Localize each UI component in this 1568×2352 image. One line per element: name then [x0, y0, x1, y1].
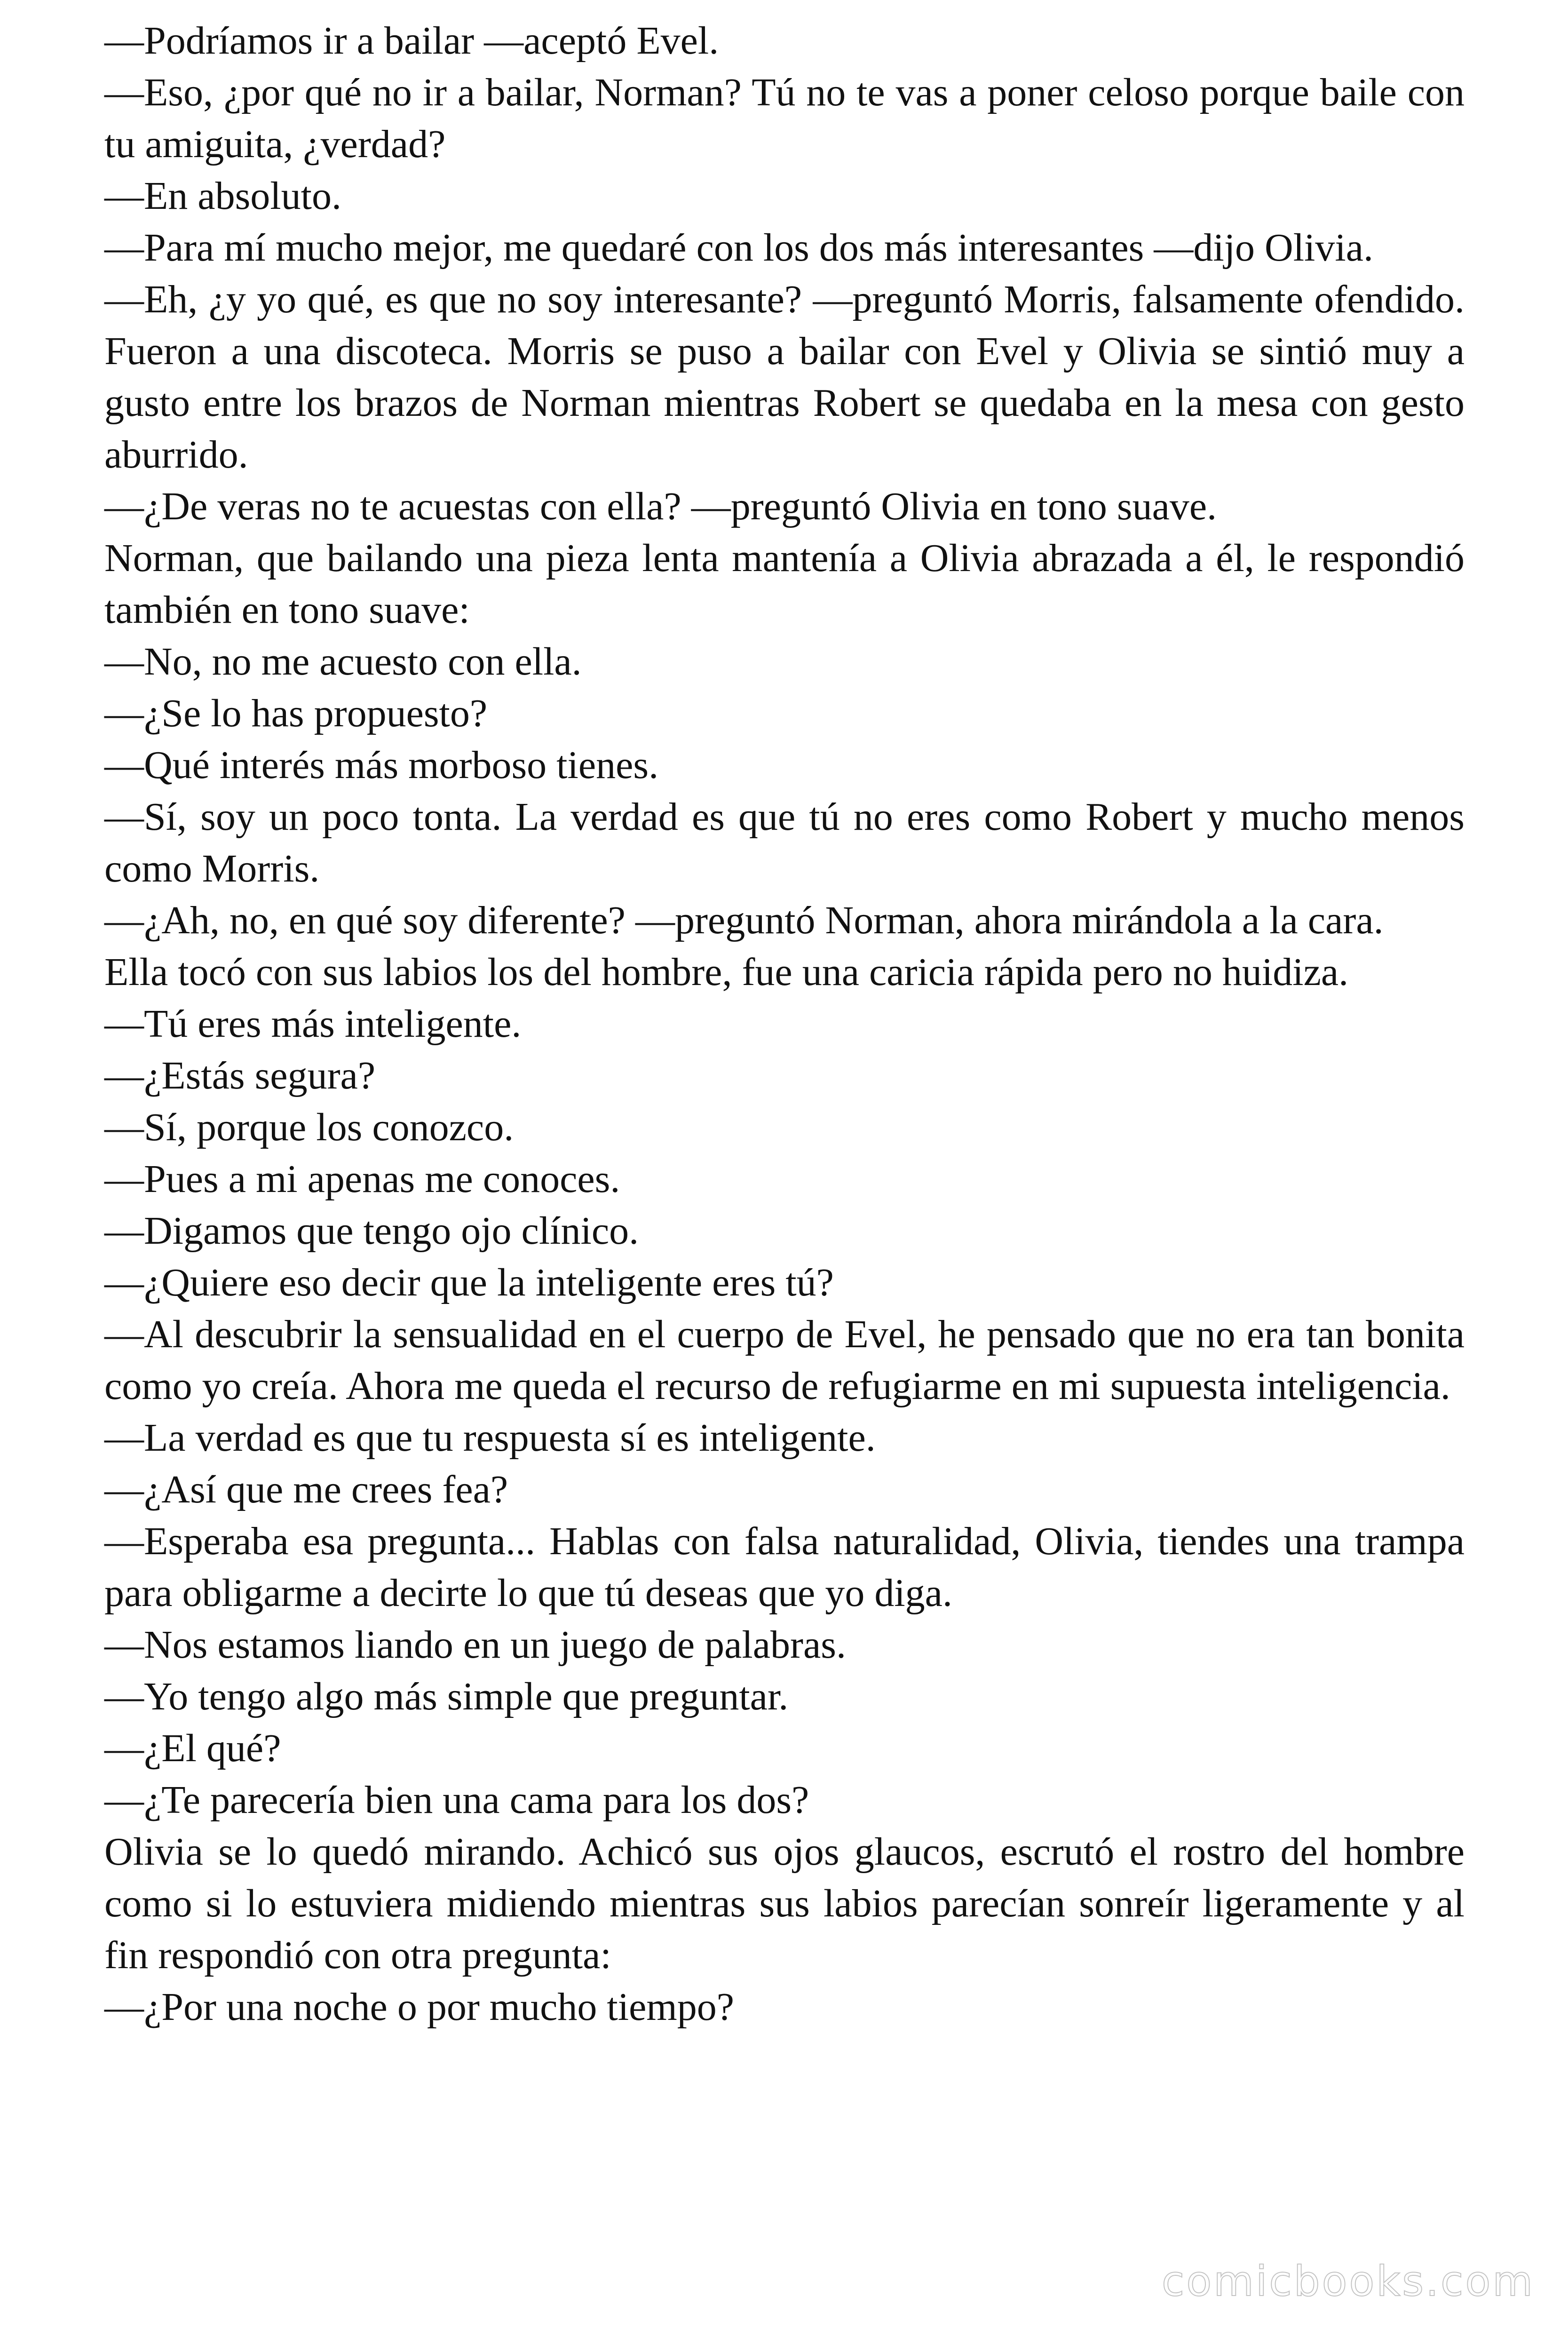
paragraph: Ella tocó con sus labios los del hombre, fue una caricia rápida pero no huidiza.	[104, 950, 1349, 994]
paragraph: —¿De veras no te acuestas con ella? —preguntó Olivia en tono suave.	[104, 485, 1217, 528]
paragraph: —Pues a mi apenas me conoces.	[104, 1157, 620, 1201]
paragraph: —No, no me acuesto con ella.	[104, 640, 582, 683]
paragraph: —Al descubrir la sensualidad en el cuerpo de Evel, he pensado que no era tan bonita como yo creía. Ahora me queda el recurso de refugiarme en mi supuesta inteligencia.	[104, 1312, 1465, 1408]
watermark: comicbooks.com	[1162, 2257, 1535, 2305]
paragraph: —Para mí mucho mejor, me quedaré con los dos más interesantes —dijo Olivia.	[104, 226, 1374, 270]
paragraph: —¿Ah, no, en qué soy diferente? —preguntó Norman, ahora mirándola a la cara.	[104, 898, 1384, 942]
paragraph: —En absoluto.	[104, 174, 341, 218]
paragraph: —¿Así que me crees fea?	[104, 1468, 508, 1511]
paragraph: —¿Te parecería bien una cama para los dos?	[104, 1778, 809, 1822]
book-page-text	[104, 15, 1465, 2033]
paragraph: —Sí, porque los conozco.	[104, 1105, 514, 1149]
paragraph: —Qué interés más morboso tienes.	[104, 743, 659, 787]
paragraph: Norman, que bailando una pieza lenta mantenía a Olivia abrazada a él, le respondió también en tono suave:	[104, 536, 1465, 632]
paragraph: —Tú eres más inteligente.	[104, 1002, 522, 1046]
paragraph: —Podríamos ir a bailar —aceptó Evel.	[104, 19, 719, 63]
paragraph: —¿Por una noche o por mucho tiempo?	[104, 1985, 734, 2029]
paragraph: —Esperaba esa pregunta... Hablas con falsa naturalidad, Olivia, tiendes una trampa para obligarme a decirte lo que tú deseas que yo diga.	[104, 1519, 1465, 1615]
paragraph: —¿El qué?	[104, 1726, 281, 1770]
paragraph: —¿Estás segura?	[104, 1054, 376, 1097]
paragraph: —Eso, ¿por qué no ir a bailar, Norman? Tú no te vas a poner celoso porque baile con tu amiguita, ¿verdad?	[104, 71, 1465, 166]
paragraph: —¿Se lo has propuesto?	[104, 691, 488, 735]
paragraph: —Digamos que tengo ojo clínico.	[104, 1209, 639, 1253]
paragraph: —Sí, soy un poco tonta. La verdad es que tú no eres como Robert y mucho menos como Morris.	[104, 795, 1465, 890]
paragraph: —Yo tengo algo más simple que preguntar.	[104, 1675, 789, 1718]
paragraph: —La verdad es que tu respuesta sí es inteligente.	[104, 1416, 876, 1460]
paragraph: —Eh, ¿y yo qué, es que no soy interesante? —preguntó Morris, falsamente ofendido. Fueron a una discoteca. Morris se puso a bailar con Evel y Olivia se sintió muy a gusto entre los brazos de Norman mientras Robert se quedaba en la mesa con gesto aburrido.	[104, 278, 1465, 477]
paragraph: —¿Quiere eso decir que la inteligente eres tú?	[104, 1261, 834, 1304]
paragraph: Olivia se lo quedó mirando. Achicó sus ojos glaucos, escrutó el rostro del hombre como si lo estuviera midiendo mientras sus labios parecían sonreír ligeramente y al fin respondió con otra pregunta:	[104, 1830, 1465, 1977]
paragraph: —Nos estamos liando en un juego de palabras.	[104, 1623, 846, 1667]
